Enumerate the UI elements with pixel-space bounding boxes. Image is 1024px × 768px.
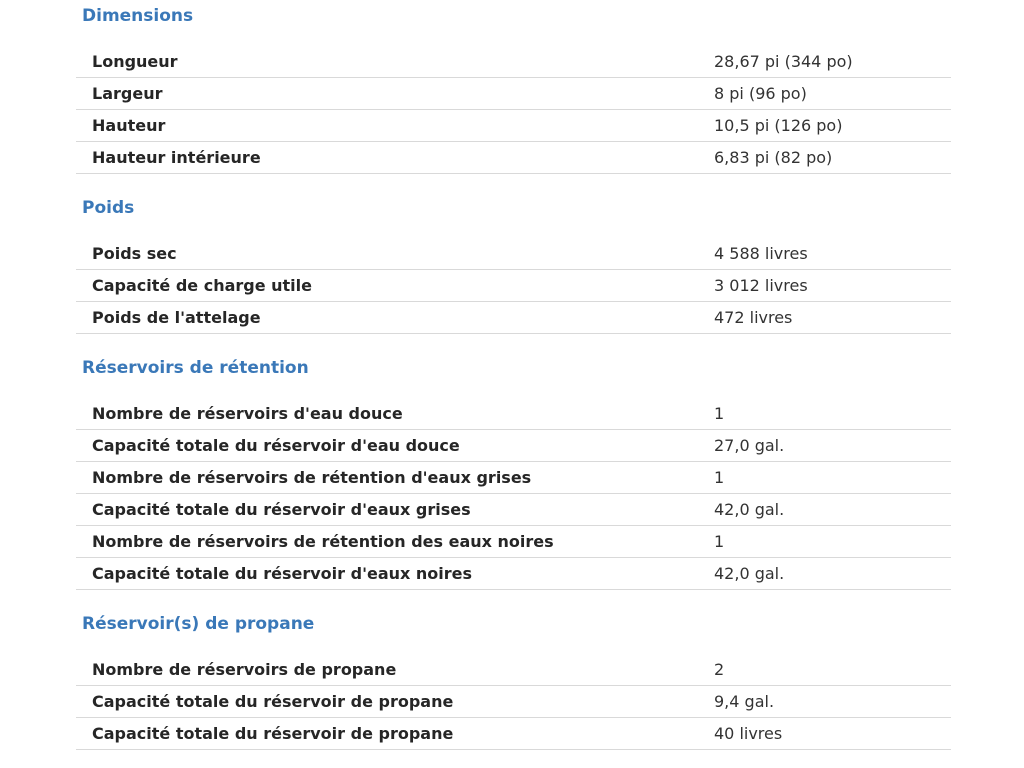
- spec-value: 1: [714, 404, 725, 423]
- spec-label: Capacité totale du réservoir de propane: [92, 692, 454, 711]
- spec-row: [76, 398, 951, 430]
- spec-sheet: [76, 0, 951, 750]
- spec-table: [76, 398, 951, 590]
- spec-row: [76, 558, 951, 590]
- spec-row: [76, 494, 951, 526]
- spec-row: [76, 110, 951, 142]
- spec-value: 27,0 gal.: [714, 436, 785, 455]
- spec-label: Capacité totale du réservoir d'eaux grises: [92, 500, 471, 519]
- spec-row: [76, 78, 951, 110]
- spec-table: [76, 46, 951, 174]
- spec-value: 8 pi (96 po): [714, 84, 807, 103]
- spec-label: Capacité totale du réservoir d'eau douce: [92, 436, 460, 455]
- spec-label: Capacité totale du réservoir d'eaux noires: [92, 564, 473, 583]
- spec-value: 28,67 pi (344 po): [714, 52, 853, 71]
- spec-value: 10,5 pi (126 po): [714, 116, 843, 135]
- spec-row: [76, 526, 951, 558]
- section-poids: [76, 192, 951, 334]
- spec-label: Hauteur: [92, 116, 166, 135]
- section-propane: [76, 608, 951, 750]
- spec-label: Nombre de réservoirs d'eau douce: [92, 404, 403, 423]
- spec-label: Longueur: [92, 52, 178, 71]
- section-title: Réservoirs de rétention: [82, 358, 309, 378]
- spec-label: Capacité totale du réservoir de propane: [92, 724, 454, 743]
- spec-row: [76, 270, 951, 302]
- spec-label: Hauteur intérieure: [92, 148, 261, 167]
- spec-label: Capacité de charge utile: [92, 276, 312, 295]
- spec-row: [76, 302, 951, 334]
- spec-value: 9,4 gal.: [714, 692, 775, 711]
- spec-label: Largeur: [92, 84, 163, 103]
- section-reservoirs-retention: [76, 352, 951, 590]
- spec-label: Nombre de réservoirs de propane: [92, 660, 397, 679]
- spec-row: [76, 430, 951, 462]
- spec-value: 40 livres: [714, 724, 783, 743]
- spec-row: [76, 238, 951, 270]
- spec-value: 42,0 gal.: [714, 500, 785, 519]
- spec-label: Poids sec: [92, 244, 177, 263]
- spec-table: [76, 654, 951, 750]
- spec-value: 472 livres: [714, 308, 793, 327]
- spec-label: Poids de l'attelage: [92, 308, 261, 327]
- spec-value: 2: [714, 660, 725, 679]
- section-title: Dimensions: [82, 6, 194, 26]
- spec-row: [76, 654, 951, 686]
- spec-row: [76, 46, 951, 78]
- section-title: Poids: [82, 198, 135, 218]
- spec-value: 42,0 gal.: [714, 564, 785, 583]
- spec-label: Nombre de réservoirs de rétention d'eaux grises: [92, 468, 532, 487]
- spec-value: 1: [714, 532, 725, 551]
- spec-row: [76, 462, 951, 494]
- section-title: Réservoir(s) de propane: [82, 614, 315, 634]
- spec-value: 6,83 pi (82 po): [714, 148, 833, 167]
- spec-row: [76, 142, 951, 174]
- spec-value: 1: [714, 468, 725, 487]
- spec-row: [76, 718, 951, 750]
- spec-value: 3 012 livres: [714, 276, 808, 295]
- spec-table: [76, 238, 951, 334]
- section-dimensions: [76, 0, 951, 174]
- spec-label: Nombre de réservoirs de rétention des eaux noires: [92, 532, 554, 551]
- spec-value: 4 588 livres: [714, 244, 808, 263]
- spec-row: [76, 686, 951, 718]
